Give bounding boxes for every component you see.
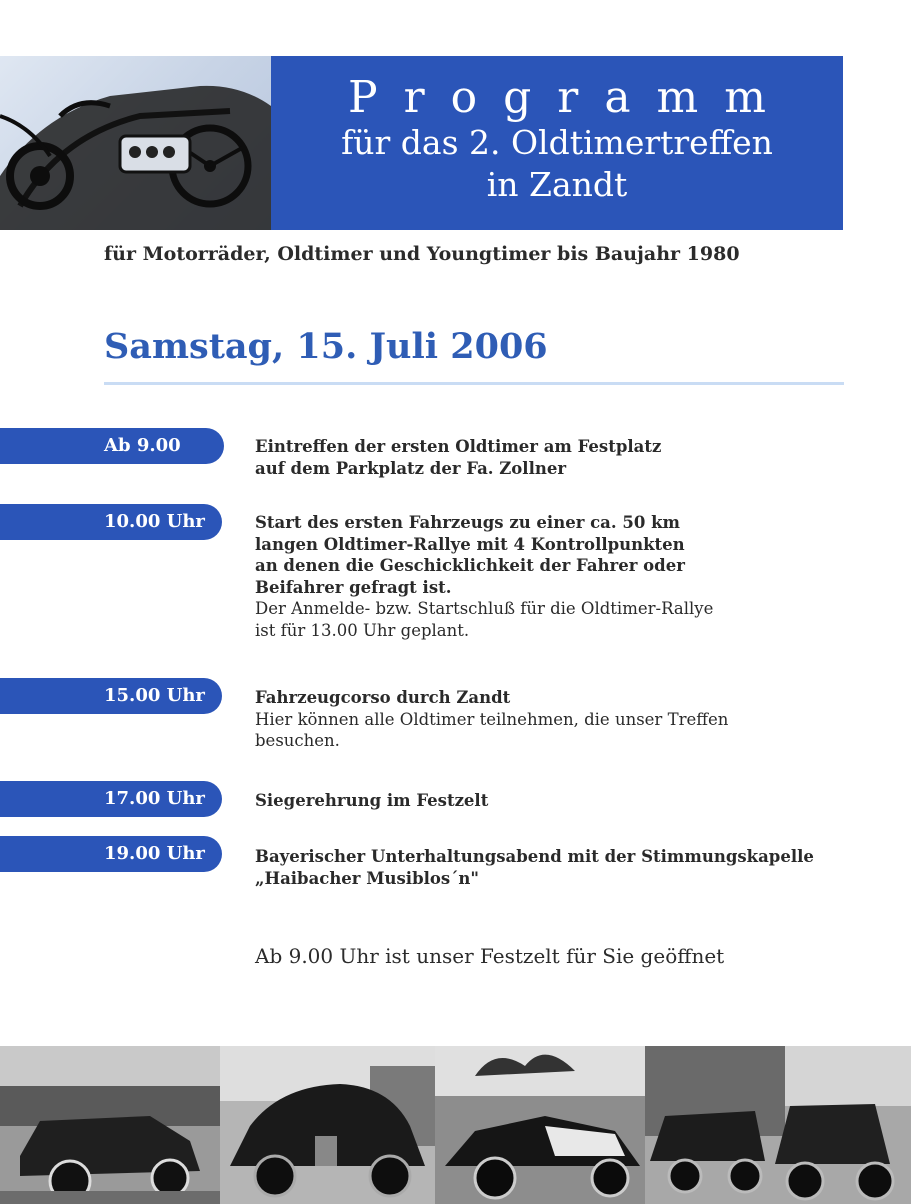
schedule-bold-line: Eintreffen der ersten Oldtimer am Festplatz (255, 437, 662, 456)
schedule-time-badge (0, 678, 222, 714)
program-title: Programm (347, 72, 792, 123)
schedule-bold-line: langen Oldtimer-Rallye mit 4 Kontrollpunkten (255, 534, 685, 554)
date-divider (104, 382, 844, 385)
schedule-bold-line: Fahrzeugcorso durch Zandt (255, 688, 511, 707)
vintage-car-photo (435, 1046, 645, 1204)
schedule-description (255, 512, 815, 641)
car-photo-image (220, 1046, 435, 1204)
festival-tent-opening-note: Ab 9.00 Uhr ist unser Festzelt für Sie geöffnet (255, 944, 725, 968)
schedule-time-label: 15.00 Uhr (104, 685, 205, 706)
vintage-car-dashboard-image (0, 56, 271, 230)
schedule-bold-line: auf dem Parkplatz der Fa. Zollner (255, 458, 567, 478)
program-subtitle-line: für das 2. Oldtimertreffen (341, 123, 773, 162)
vintage-car-photo-strip (0, 1046, 911, 1204)
schedule-bold-line: Bayerischer Unterhaltungsabend mit der Stimmungskapelle (255, 847, 814, 866)
schedule-bold-line: an denen die Geschicklichkeit der Fahrer oder (255, 556, 685, 575)
schedule-time-badge (0, 781, 222, 817)
schedule-time-badge (0, 504, 222, 540)
event-date-heading: Samstag, 15. Juli 2006 (104, 326, 548, 367)
vintage-car-photo (220, 1046, 435, 1204)
schedule-normal-line: besuchen. (255, 731, 340, 750)
schedule-description (255, 687, 815, 752)
schedule-bold-line: Beifahrer gefragt ist. (255, 577, 452, 597)
header-car-illustration (0, 56, 271, 230)
schedule-description (255, 790, 815, 812)
vintage-car-photo (645, 1046, 911, 1204)
schedule-time-label: 10.00 Uhr (104, 511, 205, 532)
schedule-normal-line: ist für 13.00 Uhr geplant. (255, 620, 470, 640)
schedule-normal-line: Der Anmelde- bzw. Startschluß für die Oldtimer-Rallye (255, 599, 714, 618)
schedule-time-label: Ab 9.00 Uhr (104, 435, 181, 492)
schedule-bold-line: Siegerehrung im Festzelt (255, 791, 489, 810)
car-photo-image (435, 1046, 645, 1204)
car-photo-image (645, 1046, 911, 1204)
schedule-description (255, 436, 815, 479)
vehicle-eligibility-subtitle: für Motorräder, Oldtimer und Youngtimer bis Baujahr 1980 (104, 243, 740, 265)
vintage-car-photo (0, 1046, 220, 1204)
header-title-band (271, 56, 843, 230)
schedule-description (255, 846, 815, 889)
program-location-line: in Zandt (486, 165, 628, 204)
schedule-bold-line: „Haibacher Musiblos´n" (255, 868, 480, 888)
car-photo-image (0, 1046, 220, 1204)
schedule-bold-line: Start des ersten Fahrzeugs zu einer ca. 50 km (255, 513, 680, 532)
schedule-normal-line: Hier können alle Oldtimer teilnehmen, die unser Treffen (255, 709, 729, 729)
schedule-time-label: 19.00 Uhr (104, 843, 205, 864)
schedule-time-badge (0, 428, 224, 492)
schedule-time-badge (0, 836, 222, 872)
schedule-time-label: 17.00 Uhr (104, 788, 205, 809)
